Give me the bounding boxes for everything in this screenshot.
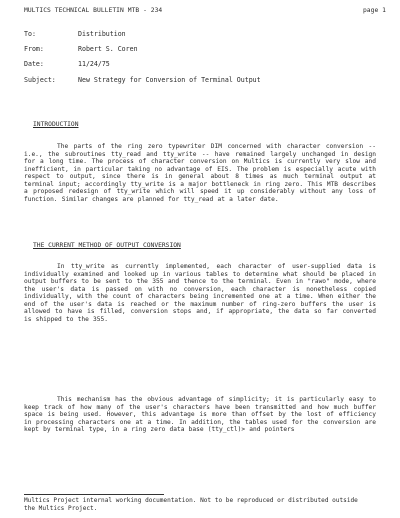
introduction-paragraph <box>24 143 376 203</box>
from-value: Robert S. Coren <box>78 45 138 53</box>
current-method-text-2: This mechanism has the obvious advantage of simplicity; it is particularly easy to keep track of how many of the user's characters have been transmitted and how much buffer space is being used. However, this advantage is more than offset by the lost of efficiency in processing characters one at a time. In addition, the tables used for the conversion are kept by terminal type, in a ring zero data base (tty_ctl)> and pointers <box>24 396 376 434</box>
footer-notice: Multics Project internal working documentation. Not to be reproduced or distributed outside the Multics Project. <box>24 497 358 512</box>
page-number: page 1 <box>362 7 386 14</box>
current-method-paragraph-2 <box>24 396 376 434</box>
current-method-paragraph-1 <box>24 263 376 323</box>
section-heading-introduction: INTRODUCTION <box>33 121 79 128</box>
subject-label: Subject: <box>24 76 56 84</box>
subject-value: New Strategy for Conversion of Terminal Output <box>78 76 261 84</box>
introduction-text: The parts of the ring zero typewriter DIM concerned with character conversion -- i.e., the subroutines tty_read and tty_write -- have remained largely unchanged in design for a long time. The process of character conversion on Multics is currently very slow and inefficient, in particular taking no advantage of EIS. The problem is especially acute with respect to output, since there is in general about 8 times as much terminal output at terminal input; accordingly tty_write is a major bottleneck in ring zero. This MTB describes a proposed redesign of tty_write which will speed it up considerably without any loss of function. Similar changes are planned for tty_read at a later date. <box>24 143 376 203</box>
current-method-text-1: In tty_write as currently implemented, each character of user-supplied data is individually examined and looked up in various tables to determine what should be placed in output buffers to be sent to the 355 and thence to the terminal. Even in "rawo" mode, where the user's data is passed on with no conversion, each character is nonetheless copied individually, with the count of characters being incremented one at a time. When either the end of the user's data is reached or the maximum number of ring-zero buffers the user is allowed to have is filled, conversion stops and, if appropriate, the data so far converted is shipped to the 355. <box>24 263 376 323</box>
footer-divider <box>24 494 164 495</box>
to-label: To: <box>24 30 36 38</box>
bulletin-header: MULTICS TECHNICAL BULLETIN MTB - 234 <box>24 7 163 14</box>
to-value: Distribution <box>78 30 126 38</box>
from-label: From: <box>24 45 44 53</box>
date-value: 11/24/75 <box>78 60 110 68</box>
date-label: Date: <box>24 60 44 68</box>
section-heading-current-method: THE CURRENT METHOD OF OUTPUT CONVERSION <box>33 242 181 249</box>
